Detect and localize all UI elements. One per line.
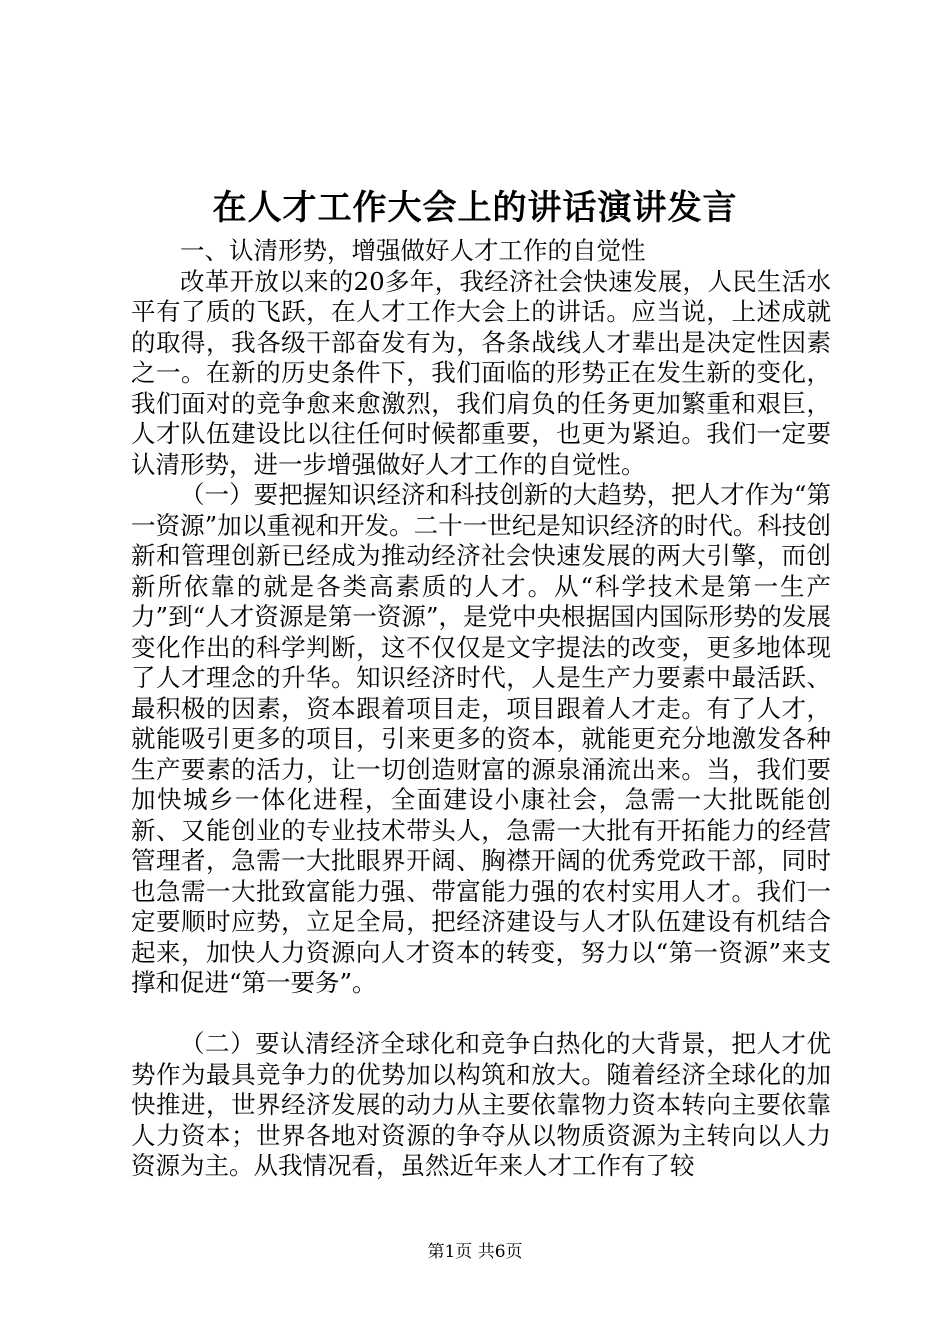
page-footer: 第1页 共6页: [427, 1242, 523, 1262]
paragraph-3: （二）要认清经济全球化和竞争白热化的大背景，把人才优势作为最具竞争力的优势加以构筑和放大。随着经济全球化的加快推进，世界经济发展的动力从主要依靠物力资本转向主要依靠人力资本；世界各地对资源的争夺从以物质资源为主转向以人力资源为主。从我情况看，虽然近年来人才工作有了较: [131, 1029, 831, 1180]
paragraph-spacer: [131, 999, 831, 1030]
document-title: 在人才工作大会上的讲话演讲发言: [212, 188, 738, 228]
paragraph-2: （一）要把握知识经济和科技创新的大趋势，把人才作为“第一资源”加以重视和开发。二十一世纪是知识经济的时代。科技创新和管理创新已经成为推动经济社会快速发展的两大引擎，而创新所依靠的就是各类高素质的人才。从“科学技术是第一生产力”到“人才资源是第一资源”，是党中央根据国内国际形势的发展变化作出的科学判断，这不仅仅是文字提法的改变，更多地体现了人才理念的升华。知识经济时代，人是生产力要素中最活跃、最积极的因素，资本跟着项目走，项目跟着人才走。有了人才，就能吸引更多的项目，引来更多的资本，就能更充分地激发各种生产要素的活力，让一切创造财富的源泉涌流出来。当，我们要加快城乡一体化进程，全面建设小康社会，急需一大批既能创新、又能创业的专业技术带头人，急需一大批有开拓能力的经营管理者，急需一大批眼界开阔、胸襟开阔的优秀党政干部，同时也急需一大批致富能力强、带富能力强的农村实用人才。我们一定要顺时应势，立足全局，把经济建设与人才队伍建设有机结合起来，加快人力资源向人才资本的转变，努力以“第一资源”来支撑和促进“第一要务”。: [131, 480, 831, 997]
paragraph-1: 改革开放以来的20多年，我经济社会快速发展，人民生活水平有了质的飞跃，在人才工作大会上的讲话。应当说，上述成就的取得，我各级干部奋发有为，各条战线人才辈出是决定性因素之一。在新的历史条件下，我们面临的形势正在发生新的变化，我们面对的竞争愈来愈激烈，我们肩负的任务更加繁重和艰巨，人才队伍建设比以往任何时候都重要，也更为紧迫。我们一定要认清形势，进一步增强做好人才工作的自觉性。: [131, 266, 831, 479]
section-heading: 一、认清形势，增强做好人才工作的自觉性: [180, 236, 646, 265]
document-body: [131, 236, 831, 1182]
